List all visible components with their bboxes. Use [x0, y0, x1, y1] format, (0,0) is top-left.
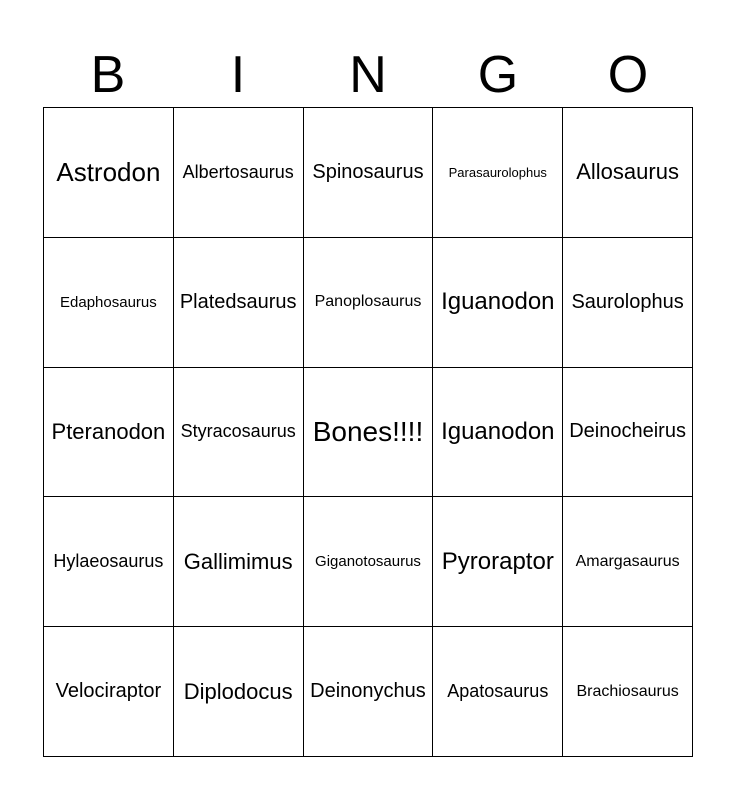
header-letter-g: G: [477, 46, 519, 104]
bingo-cell: Platedsaurus: [174, 238, 304, 368]
bingo-cell: Allosaurus: [563, 108, 693, 238]
bingo-cell: Saurolophus: [563, 238, 693, 368]
bingo-cell: Amargasaurus: [563, 497, 693, 627]
bingo-cell: Hylaeosaurus: [44, 497, 174, 627]
bingo-cell: Panoplosaurus: [304, 238, 434, 368]
bingo-cell: Spinosaurus: [304, 108, 434, 238]
bingo-cell: Deinonychus: [304, 627, 434, 757]
header-letter-b: B: [90, 46, 126, 104]
header-letter-o: O: [607, 46, 649, 104]
bingo-cell: Pteranodon: [44, 368, 174, 498]
bingo-cell: Pyroraptor: [433, 497, 563, 627]
bingo-card-grid: [43, 107, 693, 757]
bingo-cell: Iguanodon: [433, 238, 563, 368]
bingo-cell: Edaphosaurus: [44, 238, 174, 368]
bingo-cell: Brachiosaurus: [563, 627, 693, 757]
bingo-cell: Giganotosaurus: [304, 497, 434, 627]
bingo-cell: Parasaurolophus: [433, 108, 563, 238]
bingo-cell: Iguanodon: [433, 368, 563, 498]
bingo-cell: Albertosaurus: [174, 108, 304, 238]
bingo-cell: Velociraptor: [44, 627, 174, 757]
free-space-cell: Bones!!!!: [304, 368, 434, 498]
bingo-cell: Astrodon: [44, 108, 174, 238]
bingo-cell: Gallimimus: [174, 497, 304, 627]
header-letter-i: I: [230, 46, 246, 104]
bingo-cell: Diplodocus: [174, 627, 304, 757]
bingo-header: [43, 44, 693, 106]
bingo-cell: Deinocheirus: [563, 368, 693, 498]
bingo-cell: Apatosaurus: [433, 627, 563, 757]
header-letter-n: N: [349, 46, 387, 104]
bingo-cell: Styracosaurus: [174, 368, 304, 498]
